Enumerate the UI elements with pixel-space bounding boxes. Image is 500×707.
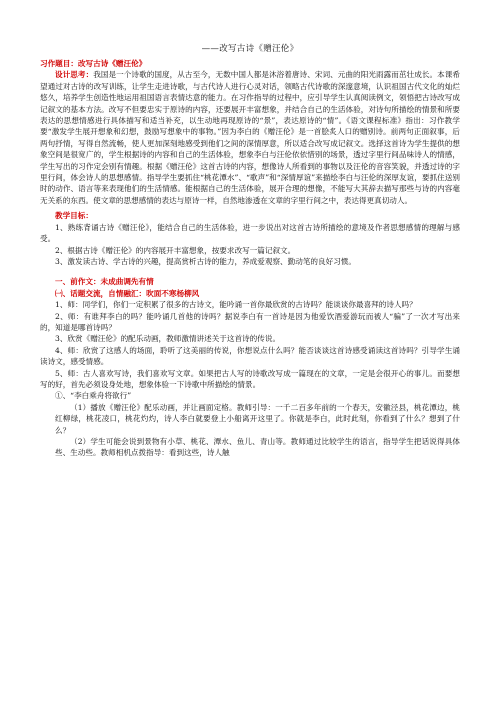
topic-label: 习作题目：改写古诗《赠汪伦》: [40, 59, 147, 68]
goal-item: 3、激发读古诗、学古诗的兴趣，提高赏析古诗的能力，养成爱观察、勤动笔的良好习惯。: [55, 256, 356, 266]
design-label: 设计思考：: [55, 70, 94, 80]
sub-item: （2）学生可能会说到景物有小草、桃花、潭水、鱼儿、青山等。教师通过比较学生的语言，指导学生把话说得具体些、生动些。教师相机点拨指导：看到这些，诗人触: [55, 437, 460, 458]
doc-title: ——改写古诗《赠汪伦》: [201, 44, 299, 54]
goal-item: 2、根据古诗《赠汪伦》的内容展开丰富想象，按要求改写一篇记叙文。: [55, 245, 296, 255]
step-item: 2、师：有谁拜李白的吗？能吟诵几首他的诗吗？据说李白有一首诗是因为他爱饮酒爱游玩而被人“骗”了一次才写出来的，知道是哪首诗吗？: [40, 311, 460, 332]
subsection-heading: [40, 288, 460, 299]
goals-heading: [40, 210, 460, 221]
goal-item: 1、熟练背诵古诗《赠汪伦》，能结合自己的生活体验，进一步说出对这首古诗所描绘的意境及作者思想感情的理解与感受。: [40, 222, 460, 244]
circle-item: ①、“李白乘舟将欲行”: [55, 391, 132, 401]
step-item: 5、师：古人喜欢写诗，我们喜欢写文章。如果把古人写的诗歌改写成一篇现在的文章，一定是会很开心的事儿。而要想写的好，首先必须设身处地，想象体验一下诗歌中所描绘的情景。: [40, 368, 460, 389]
design-paragraph: [40, 69, 460, 206]
step-item: 3、欣赏《赠汪伦》的配乐动画，教师激情讲述关于这首诗的传说。: [55, 334, 281, 344]
topic-line: [40, 58, 460, 69]
section1-title: 一、前作文：未成曲调先有情: [55, 277, 154, 287]
section-heading: [40, 276, 460, 287]
goals-label: 教学目标：: [55, 211, 93, 221]
step-item: 1、师：同学们，你们一定积累了很多的古诗文，能吟诵一首你最欣赏的古诗吗？能谈谈你最喜拜的诗人吗？: [55, 300, 417, 310]
section1-sub-title: ㈠、话题交流，自情融汇：吹面不寒杨柳风: [55, 288, 200, 298]
step-item: 4、师：欣赏了这感人的场面，聆听了这美丽的传说，你想说点什么吗？能否谈谈这首诗感受诵读这首诗吗？引导学生诵读诗文，感受情感。: [40, 345, 460, 367]
sub-item: （1）播放《赠汪伦》配乐动画，并让画面定格。教师引导：一千二百多年前的一个春天，安徽泾县，桃花潭边，桃红柳绿，桃花凌口，桃花灼灼，诗人李白就要登上小船离开这里了。你就是李白，此时此刻，你看到了什么？想到了什么？: [55, 402, 460, 435]
design-text: 我国是一个诗歌的国度，从古至今，无数中国人都是沐浴着唐诗、宋词、元曲的阳光雨露而茁壮成长。本课希望通过对古诗的改写训练，让学生走进诗歌，与古代诗人进行心灵对话，领略古代诗歌的深邃意境，认识祖国古代文化的灿烂悠久，培养学生创造性地运用祖国语言表情达意的能力。在习作指导的过程中，应引导学生认真阅读例文，领悟把古诗改写成记叙文的基本方法。改写不但要忠实于原诗的内容，还要展开丰富想象，并结合自己的生活体验，对诗句所描绘的情景和所要表达的思想情感进行具体描写和适当补充，以生动地再现原诗的“景”，表达原诗的“情”。《语文课程标准》指出：习作教学要“激发学生展开想象和幻想，鼓励写想象中的事物。”因为李白的《赠汪伦》是一首脍炙人口的赠别诗。前两句正面叙事，后两句抒情，写得自然流畅，使人更加深刻地感受到他们之间的深情厚意，所以适合改写成记叙文。选择这首诗为学生提供的想象空间是很宽广的，学生根据诗的内容和自己的生活体验，想象李白与汪伦依依惜别的场景，透过字里行间品味诗人的情感，学生写出的习作定会别有情趣。根据《赠汪伦》这首古诗的内容，想像诗人所看到的事物以及汪伦的音容笑貌，并透过诗的字里行间，体会诗人的思想感情。指导学生要抓住“桃花潭水”、“歌声”和“深情厚谊”来描绘李白与汪伦的深厚友谊，要抓住送别时的动作、语言等来表现他们的生活情感。能根据自己的生活体验，展开合理的想像，不能写大其辞去描写那些与诗的内容毫无关系的东西。使文章的思想感情的表达与原诗一样，自然地渗透在文章的字里行间之中，表达得更真切动人。: [40, 70, 461, 205]
